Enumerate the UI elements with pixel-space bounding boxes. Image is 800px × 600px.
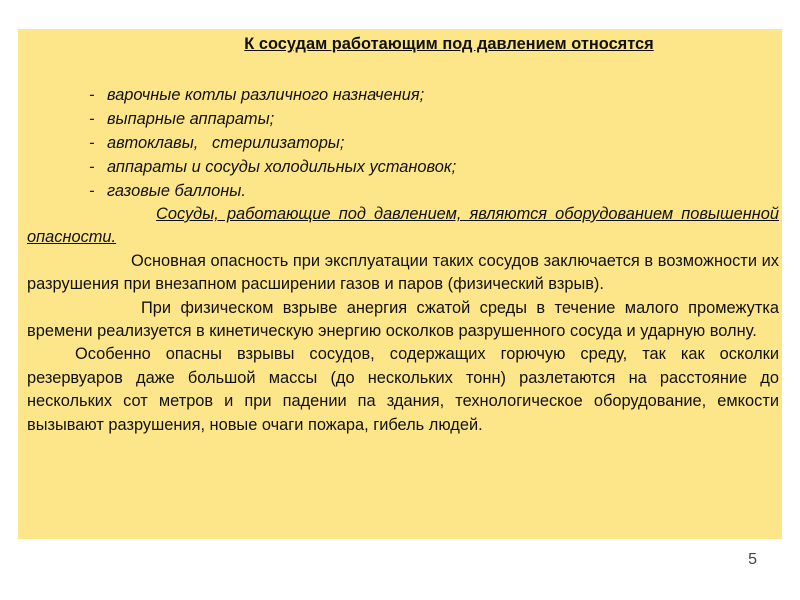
list-marker: - — [89, 110, 95, 128]
list-item: - варочные котлы различного назначения; — [89, 83, 779, 107]
list-item: - аппараты и сосуды холодильных установок; — [89, 155, 779, 179]
paragraph-main-hazard: Основная опасность при эксплуатации таких сосудов заключается в возможности их разрушения при внезапном расширении газов и паров (физический взрыв). — [27, 251, 779, 294]
paragraph-hazard-statement: Сосуды, работающие под давлением, являются оборудованием повышенной опасности. — [27, 205, 779, 247]
list-item: - выпарные аппараты; — [89, 107, 779, 131]
list-item: - газовые баллоны. — [89, 179, 779, 203]
vessel-list — [27, 83, 779, 203]
paragraph-flammable-media: Особенно опасны взрывы сосудов, содержащих горючую среду, так как осколки резервуаров даже большой массы (до нескольких тонн) разлетаются на расстояние до нескольких сот метров и при падении па здания, технологическое оборудование, емкости вызывают разрушения, новые очаги пожара, гибель людей. — [27, 345, 779, 434]
page-number: 5 — [748, 551, 757, 568]
list-item: - автоклавы, стерилизаторы; — [89, 131, 779, 155]
list-marker: - — [89, 182, 95, 200]
content-panel — [18, 29, 782, 539]
list-marker: - — [89, 134, 95, 152]
slide-title: К сосудам работающим под давлением относятся — [244, 35, 654, 53]
paragraph-physical-explosion: При физическом взрыве анергия сжатой среды в течение малого промежутка времени реализуется в кинетическую энергию осколков разрушенного сосуда и ударную волну. — [27, 298, 779, 341]
list-marker: - — [89, 86, 95, 104]
list-marker: - — [89, 158, 95, 176]
